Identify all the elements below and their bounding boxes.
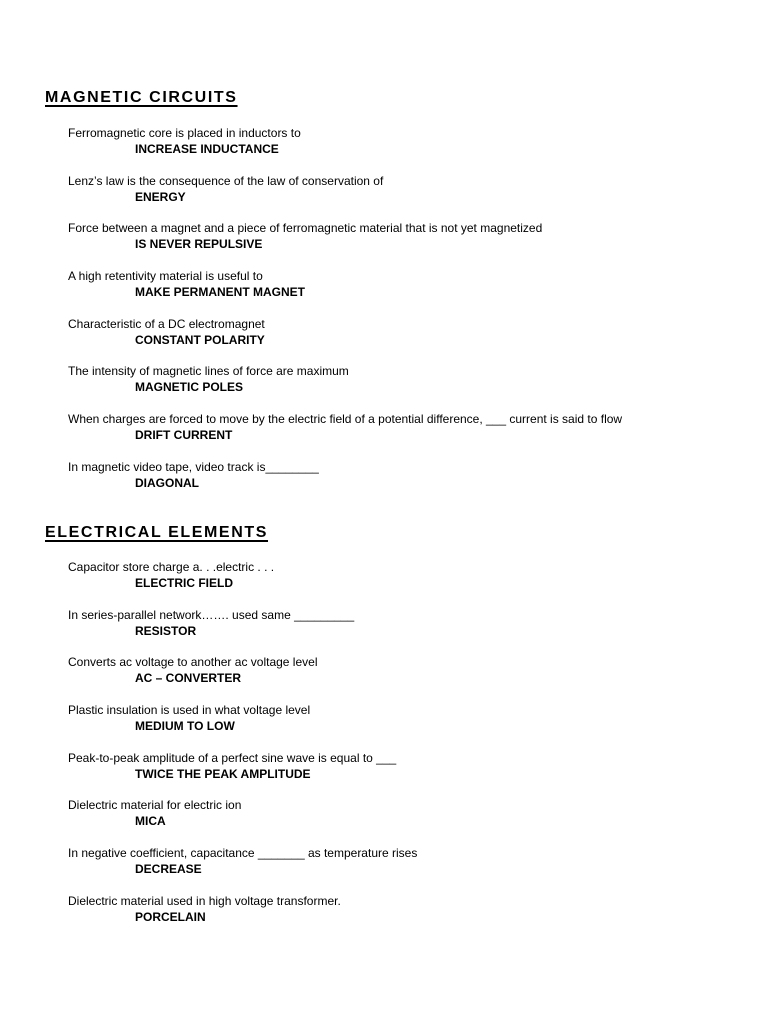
qa-item <box>68 654 417 702</box>
qa-item <box>68 797 417 845</box>
question-text: Dielectric material for electric ion <box>68 798 242 813</box>
qa-item <box>68 125 622 173</box>
answer-text: INCREASE INDUCTANCE <box>135 142 279 156</box>
answer-text: PORCELAIN <box>135 909 206 924</box>
question-text: Plastic insulation is used in what voltage level <box>68 703 311 718</box>
qa-item <box>68 893 417 941</box>
qa-item <box>68 702 417 750</box>
answer-text: MEDIUM TO LOW <box>135 719 235 734</box>
answer-text: AC – CONVERTER <box>135 671 242 686</box>
question-text: Dielectric material used in high voltage transformer. <box>68 893 341 908</box>
qa-item <box>68 220 622 268</box>
answer-text: CONSTANT POLARITY <box>135 332 265 347</box>
section-heading-magnetic-circuits: MAGNETIC CIRCUITS <box>45 89 238 106</box>
qa-list-electrical-elements <box>68 559 417 941</box>
answer-text: MAGNETIC POLES <box>135 380 244 395</box>
question-text: When charges are forced to move by the electric field of a potential difference, ___ current is said to flow <box>68 412 623 427</box>
answer-text: DECREASE <box>135 862 202 877</box>
question-text: Lenz’s law is the consequence of the law of conservation of <box>68 173 384 188</box>
answer-text: RESISTOR <box>135 623 197 638</box>
qa-item <box>68 845 417 893</box>
answer-text: DRIFT CURRENT <box>135 428 233 443</box>
question-text: In series-parallel network……. used same _________ <box>68 607 355 622</box>
question-text: Peak-to-peak amplitude of a perfect sine wave is equal to ___ <box>68 750 397 765</box>
qa-item <box>68 459 622 507</box>
answer-text: DIAGONAL <box>135 475 199 490</box>
answer-text: ENERGY <box>135 189 186 204</box>
qa-item <box>68 750 417 798</box>
answer-text: MAKE PERMANENT MAGNET <box>135 285 305 300</box>
qa-item <box>68 268 622 316</box>
question-text: Force between a magnet and a piece of ferromagnetic material that is not yet magnetized <box>68 221 543 236</box>
question-text: A high retentivity material is useful to <box>68 269 263 284</box>
answer-text: IS NEVER REPULSIVE <box>135 237 263 252</box>
question-text: Characteristic of a DC electromagnet <box>68 316 265 331</box>
answer-text: TWICE THE PEAK AMPLITUDE <box>135 766 311 781</box>
question-text: The intensity of magnetic lines of force are maximum <box>68 364 349 379</box>
question-text: In magnetic video tape, video track is________ <box>68 459 319 474</box>
qa-item <box>68 173 622 221</box>
qa-item <box>68 363 622 411</box>
qa-item <box>68 411 622 459</box>
qa-item <box>68 607 417 655</box>
question-text: Capacitor store charge a. . .electric . . . <box>68 560 275 574</box>
qa-item <box>68 316 622 364</box>
question-text: Converts ac voltage to another ac voltage level <box>68 655 318 670</box>
question-text: Ferromagnetic core is placed in inductors to <box>68 126 301 140</box>
qa-list-magnetic-circuits <box>68 125 622 507</box>
qa-item <box>68 559 417 607</box>
section-heading-electrical-elements: ELECTRICAL ELEMENTS <box>45 524 269 541</box>
answer-text: ELECTRIC FIELD <box>135 576 233 590</box>
answer-text: MICA <box>135 814 166 829</box>
question-text: In negative coefficient, capacitance _______ as temperature rises <box>68 846 418 861</box>
